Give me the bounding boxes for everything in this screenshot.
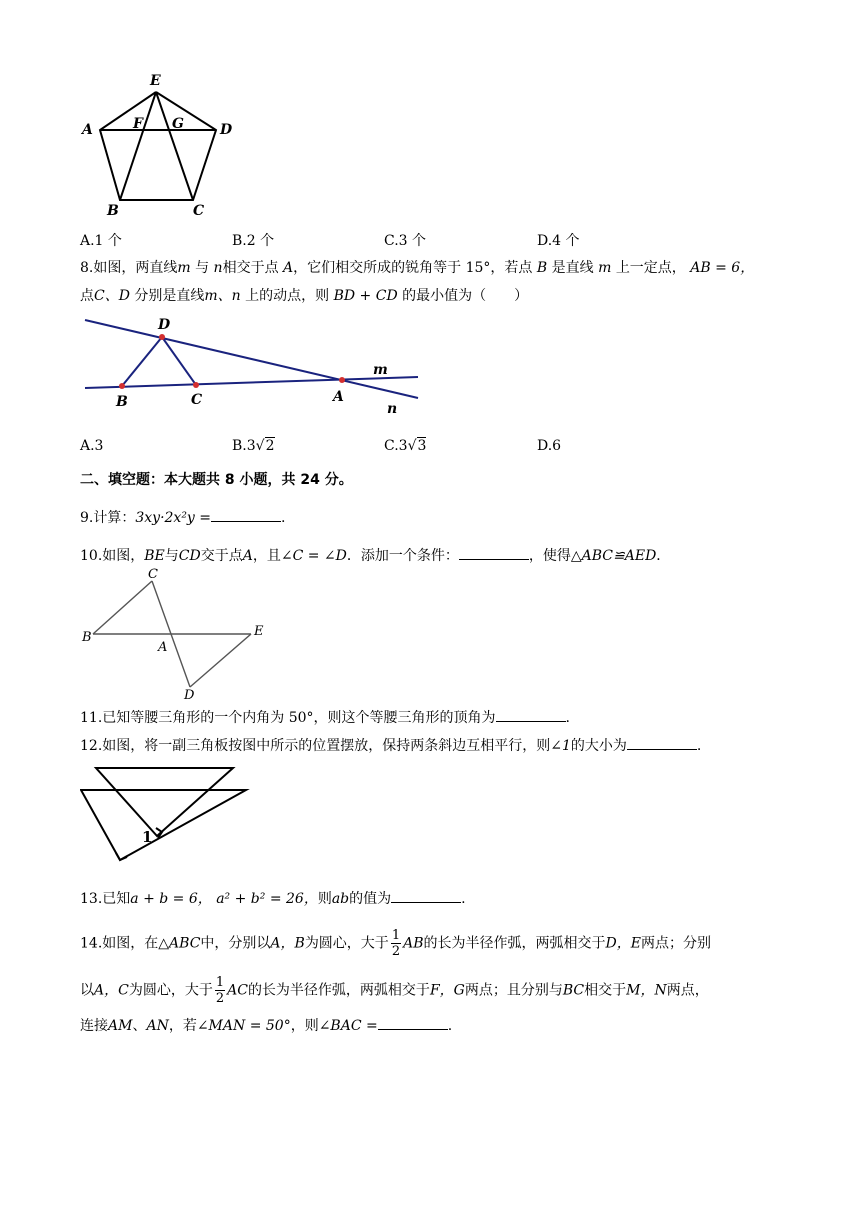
pentagon-label-e: E (150, 73, 161, 89)
q8-mid3: 是直线 (551, 260, 594, 276)
q14-ac: A，C (94, 982, 129, 999)
pentagon-label-a: A (82, 122, 93, 138)
q8-text: 8.如图，两直线 (80, 260, 178, 276)
q8-b: B (536, 260, 548, 276)
q12-text2: 的大小为 (570, 738, 627, 754)
pentagon-label-b: B (107, 203, 119, 219)
q14-line-3 (80, 1015, 452, 1036)
lines-label-m: m (373, 362, 388, 378)
q14-l2c: 的长为半径作弧，两弧相交于 (247, 982, 430, 999)
q8-mn: m、n (204, 288, 241, 304)
q13-e1: a + b = 6， (130, 891, 212, 907)
q13-line (80, 888, 466, 909)
q14-de: D，E (605, 935, 641, 952)
q10-line (80, 545, 670, 566)
q9-end: . (281, 510, 286, 526)
q9-blank (211, 507, 281, 522)
cross-label-d: D (184, 688, 195, 703)
q13-t: 则 (317, 891, 332, 907)
q9-prefix: 9.计算： (80, 510, 136, 526)
q12-line (80, 735, 701, 756)
q14-man: ∠MAN = 50° (196, 1018, 291, 1034)
q8-expr: BD + CD (333, 288, 398, 304)
q14-l2b: 为圆心，大于 (128, 982, 213, 999)
q7-option-d: D.4 个 (537, 233, 580, 249)
q8-option-b-text: B.3 (232, 438, 256, 454)
q14-l1e: 两点；分别 (640, 935, 711, 952)
section-2-heading: 二、填空题：本大题共 8 小题，共 24 分。 (80, 472, 353, 488)
q8-option-a: A.3 (80, 438, 104, 454)
q7-option-a: A.1 个 (80, 233, 122, 249)
pentagon-label-g: G (172, 116, 184, 132)
q14-mn: M，N (626, 982, 667, 999)
q14-l3b: 、 (132, 1018, 147, 1034)
q13-t2: 的值为 (349, 891, 392, 907)
q14-l1d: 的长为半径作弧，两弧相交于 (423, 935, 606, 952)
q8-mid2: ，它们相交所成的锐角等于 15°，若点 (293, 260, 533, 276)
q10-t1: 与 (164, 548, 179, 564)
q10-t5: ，使得 (528, 548, 571, 564)
q14-AB: AB (403, 935, 424, 952)
q8-l2c: 上的动点，则 (245, 288, 330, 304)
q10-blank (459, 545, 529, 560)
q14-blank (378, 1015, 448, 1030)
q10-angles: ∠C = ∠D (280, 548, 347, 564)
q8-cd: C、D (94, 288, 130, 304)
q14-frac-num: 1 (391, 928, 401, 943)
sqrt-icon: √ (407, 438, 417, 454)
q14-l2a: 以 (80, 982, 94, 999)
q8-n: n (213, 260, 223, 276)
q14-l3c: ，若 (168, 1018, 197, 1034)
q14-AC: AC (227, 982, 248, 999)
q14-frac2-den: 2 (215, 991, 225, 1006)
q9-expr: 3xy·2x²y = (135, 510, 212, 526)
q8-l2b: 分别是直线 (134, 288, 205, 304)
q14-bac: ∠BAC = (318, 1018, 378, 1034)
q14-end: . (447, 1018, 453, 1034)
pentagon-figure (80, 70, 250, 220)
q14-ab: A，B (270, 935, 305, 952)
q10-t4: ．添加一个条件： (346, 548, 459, 564)
q14-l2d: 两点；且分别与 (464, 982, 563, 999)
q8-m: m (177, 260, 191, 276)
q7-option-c: C.3 个 (384, 233, 427, 249)
crossing-triangles-figure (80, 565, 275, 705)
pentagon-label-c: C (193, 203, 205, 219)
q10-be: BE (144, 548, 165, 564)
q14-l2e: 相交于 (584, 982, 627, 999)
q8-option-b (232, 438, 275, 454)
q14-tri: △ABC (158, 935, 201, 952)
sqrt-icon: √ (255, 438, 265, 454)
q7-option-b: B.2 个 (232, 233, 275, 249)
q14-l1c: 为圆心，大于 (304, 935, 389, 952)
q8-option-d: D.6 (537, 438, 562, 454)
q10-cd: CD (178, 548, 201, 564)
q8-mid4: 上一定点， (615, 260, 686, 276)
cross-label-b: B (82, 630, 92, 645)
q8-ab-eq: AB = 6， (690, 260, 755, 276)
q14-l1b: 中，分别以 (200, 935, 271, 952)
two-lines-figure (80, 312, 425, 417)
lines-label-c: C (191, 392, 203, 408)
pentagon-label-f: F (133, 116, 143, 132)
q13-e2: a² + b² = 26， (216, 891, 318, 907)
set-squares-figure (80, 762, 250, 867)
q14-BC: BC (562, 982, 585, 999)
q10-a: A (242, 548, 253, 564)
q11-blank (496, 707, 566, 722)
q8-option-b-rad: 2 (265, 438, 275, 454)
q8-a: A (283, 260, 294, 276)
cross-label-c: C (148, 567, 158, 582)
q10-end: ． (656, 548, 671, 564)
q14-l3a: 连接 (80, 1018, 108, 1034)
q14-l1a: 14.如图，在 (80, 935, 159, 952)
lines-label-d: D (158, 317, 171, 333)
cross-label-e: E (254, 624, 264, 639)
q12-blank (627, 735, 697, 750)
q8-l2d: 的最小值为（ ） (402, 288, 529, 304)
q13-prefix: 13.已知 (80, 891, 131, 907)
cross-label-a: A (158, 640, 168, 655)
q8-m-2: m (598, 260, 612, 276)
q8-l2a: 点 (80, 288, 94, 304)
q10-t3: ，且 (252, 548, 281, 564)
q12-text: 12.如图，将一副三角板按图中所示的位置摆放，保持两条斜边互相平行，则 (80, 738, 551, 754)
q11-text: 11.已知等腰三角形的一个内角为 50°，则这个等腰三角形的顶角为 (80, 710, 496, 726)
q8-mid1: 相交于点 (222, 260, 279, 276)
q12-end: . (696, 738, 702, 754)
q13-end: . (461, 891, 466, 907)
q9-line (80, 507, 285, 528)
q14-l2f: 两点， (666, 982, 709, 999)
lines-label-b: B (116, 394, 128, 410)
q8-line-1 (80, 258, 754, 278)
angle-1-label: 1 (142, 828, 153, 846)
q14-fraction-1 (391, 928, 401, 959)
q14-line-1 (80, 928, 711, 959)
q10-t2: 交于点 (200, 548, 243, 564)
q8-line-2 (80, 286, 528, 306)
lines-label-a: A (333, 389, 344, 405)
q14-frac-den: 2 (391, 944, 401, 959)
q11-end: . (565, 710, 570, 726)
q10-prefix: 10.如图， (80, 548, 145, 564)
q14-fraction-2 (215, 975, 225, 1006)
q14-line-2 (80, 975, 709, 1006)
q14-am: AM (108, 1018, 133, 1034)
q11-line (80, 707, 570, 728)
q14-frac2-num: 1 (215, 975, 225, 990)
q14-l3d: ，则 (290, 1018, 319, 1034)
q14-fg: F，G (429, 982, 465, 999)
pentagon-label-d: D (220, 122, 233, 138)
q10-concl: △ABC≌AED (570, 548, 657, 564)
q8-with: 与 (195, 260, 210, 276)
q8-option-c-rad: 3 (417, 438, 427, 454)
q14-an: AN (146, 1018, 169, 1034)
q13-ab: ab (331, 891, 350, 907)
q12-angle: ∠1 (550, 738, 571, 754)
q8-option-c (384, 438, 426, 454)
q13-blank (391, 888, 461, 903)
lines-label-n: n (387, 401, 398, 417)
q8-option-c-text: C.3 (384, 438, 408, 454)
